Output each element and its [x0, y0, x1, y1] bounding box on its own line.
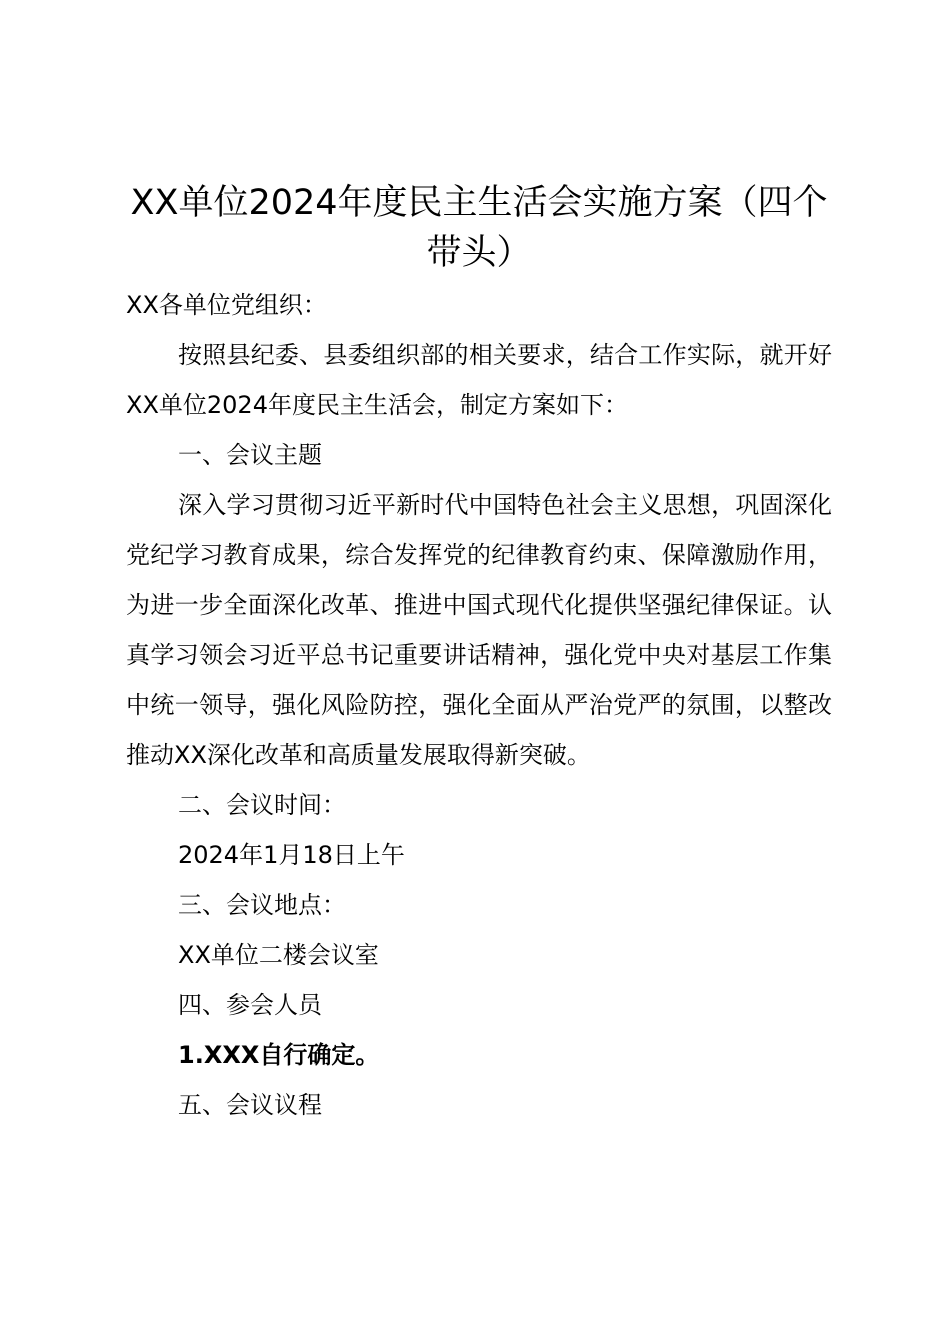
- section-body-theme: 深入学习贯彻习近平新时代中国特色社会主义思想，巩固深化党纪学习教育成果，综合发挥党的纪律教育约束、保障激励作用，为进一步全面深化改革、推进中国式现代化提供坚强纪律保证。认真学习领会习近平总书记重要讲话精神，强化党中央对基层工作集中统一领导，强化风险防控，强化全面从严治党严的氛围，以整改推动XX深化改革和高质量发展取得新突破。: [126, 491, 832, 769]
- section-heading-attendees: 四、参会人员: [178, 991, 322, 1019]
- meeting-location: XX单位二楼会议室: [178, 941, 379, 969]
- section-heading-agenda: 五、会议议程: [178, 1091, 322, 1119]
- section-heading-theme: 一、会议主题: [178, 441, 322, 469]
- document-title: XX单位2024年度民主生活会实施方案（四个带头）: [130, 183, 828, 273]
- document-body: [126, 178, 832, 1130]
- section-heading-location: 三、会议地点：: [178, 891, 346, 919]
- salutation: XX各单位党组织：: [126, 291, 327, 319]
- attendees-item: 1.XXX自行确定。: [178, 1041, 380, 1069]
- intro-paragraph: 按照县纪委、县委组织部的相关要求，结合工作实际，就开好XX单位2024年度民主生活会，制定方案如下：: [126, 341, 832, 419]
- meeting-time: 2024年1月18日上午: [178, 841, 405, 869]
- section-heading-time: 二、会议时间：: [178, 791, 346, 819]
